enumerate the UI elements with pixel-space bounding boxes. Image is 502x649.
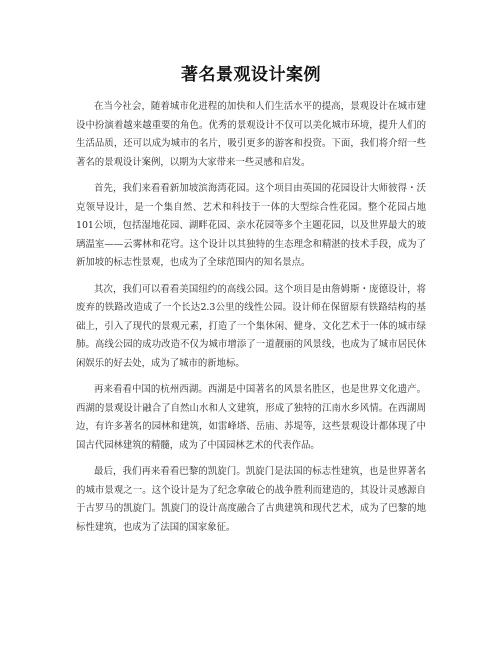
document-title: 著名景观设计案例 <box>181 65 321 85</box>
paragraph-highline: 其次，我们可以看看美国纽约的高线公园。这个项目是由詹姆斯・庞德设计，将废弃的铁路改造成了一个长达2.3公里的线性公园。设计师在保留原有铁路结构的基础上，引入了现代的景观元素，打造了一个集休闲、健身、文化艺术于一体的城市绿肺。高线公园的成功改造不仅为城市增添了一道靓丽的风景线，也成为了城市居民休闲娱乐的好去处，成为了城市的新地标。 <box>76 283 426 369</box>
paragraph-intro: 在当今社会，随着城市化进程的加快和人们生活水平的提高，景观设计在城市建设中扮演着越来越重要的角色。优秀的景观设计不仅可以美化城市环境，提升人们的生活品质，还可以成为城市的名片，吸引更多的游客和投资。下面，我们将介绍一些著名的景观设计案例，以期为大家带来一些灵感和启发。 <box>76 101 426 168</box>
paragraph-singapore: 首先，我们来看看新加坡滨海湾花园。这个项目由英国的花园设计大师彼得・沃克领导设计，是一个集自然、艺术和科技于一体的大型综合性花园。整个花园占地101公顷，包括湿地花园、湖畔花园、亲水花园等多个主题花园，以及世界最大的玻璃温室——云雾林和花穹。这个设计以其独特的生态理念和精湛的技术手段，成为了新加坡的标志性景观，也成为了全球范围内的知名景点。 <box>76 183 426 268</box>
document-body <box>76 98 426 545</box>
paragraph-arc-de-triomphe: 最后，我们再来看看巴黎的凯旋门。凯旋门是法国的标志性建筑，也是世界著名的城市景观之一。这个设计是为了纪念拿破仑的战争胜利而建造的，其设计灵感源自于古罗马的凯旋门。凯旋门的设计高度融合了古典建筑和现代艺术，成为了巴黎的地标性建筑，也成为了法国的国家象征。 <box>76 466 426 533</box>
paragraph-westlake: 再来看看中国的杭州西湖。西湖是中国著名的风景名胜区，也是世界文化遗产。西湖的景观设计融合了自然山水和人文建筑，形成了独特的江南水乡风情。在西湖周边，有许多著名的园林和建筑，如雷峰塔、岳庙、苏堤等，这些景观设计都体现了中国古代园林建筑的精髓，成为了中国园林艺术的代表作品。 <box>76 384 426 451</box>
